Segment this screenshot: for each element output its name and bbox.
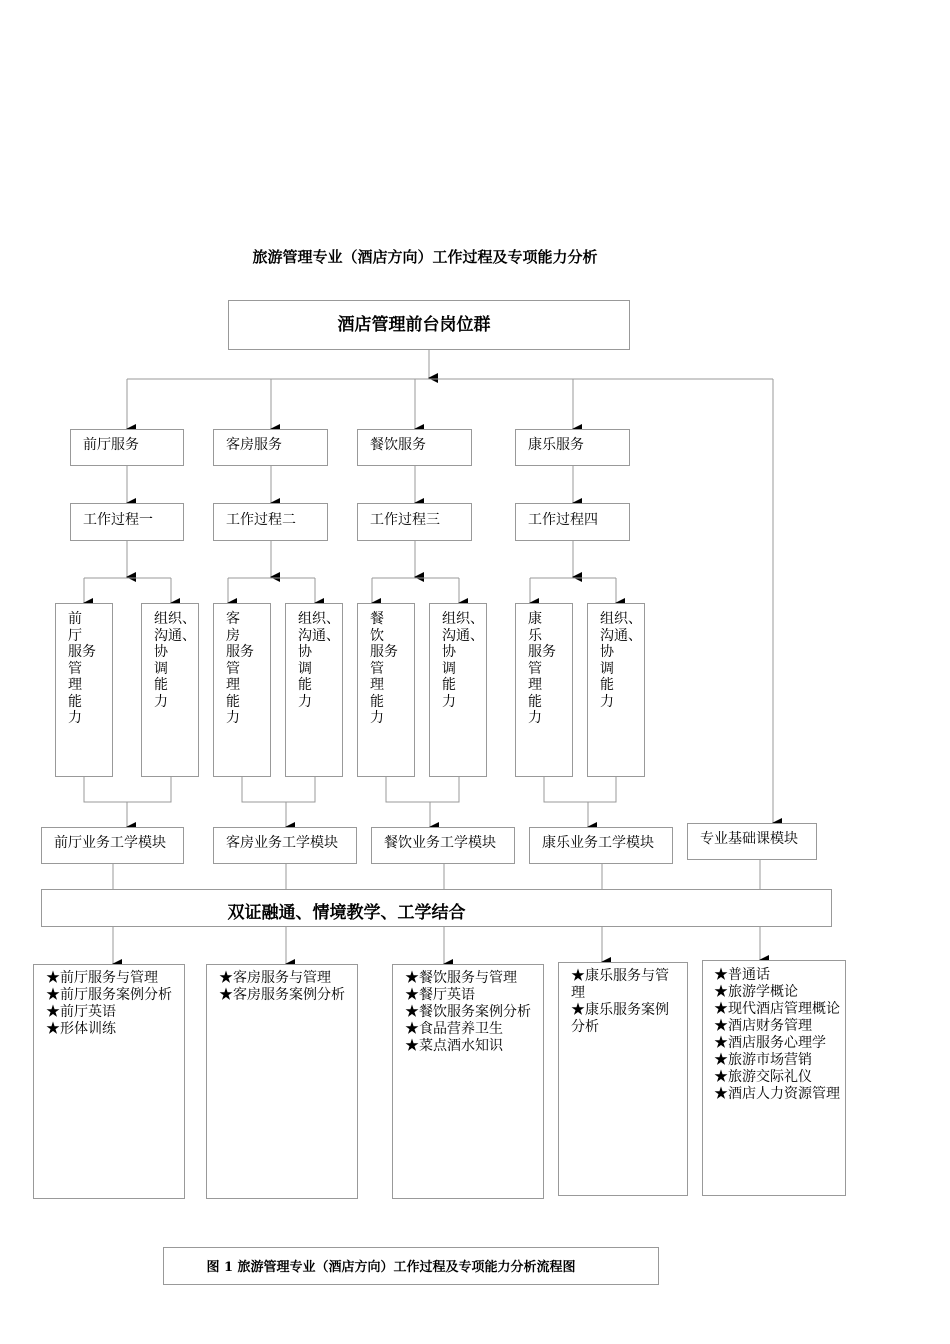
service-label-front-office: 前厅服务	[83, 437, 139, 453]
course-list-front-office	[46, 970, 178, 1038]
course-item: ★旅游市场营销	[714, 1052, 812, 1068]
course-item: ★现代酒店管理概论	[714, 1001, 840, 1017]
figure-caption: 图 1 旅游管理专业（酒店方向）工作过程及专项能力分析流程图	[206, 1260, 576, 1275]
service-label-recreation: 康乐服务	[528, 437, 584, 453]
course-item: ★酒店财务管理	[714, 1018, 812, 1034]
course-item: ★客房服务案例分析	[219, 987, 345, 1003]
ability-label-recreation-service: 康 乐 服务 管 理 能 力	[528, 611, 556, 726]
process-label-2: 工作过程二	[226, 512, 296, 528]
course-item: ★餐厅英语	[405, 987, 475, 1003]
process-label-3: 工作过程三	[370, 512, 440, 528]
course-item: ★前厅服务与管理	[46, 970, 158, 986]
course-item: ★康乐服务与管理	[571, 968, 669, 1001]
course-item: ★康乐服务案例分析	[571, 1002, 669, 1035]
process-label-1: 工作过程一	[83, 512, 153, 528]
course-item: ★食品营养卫生	[405, 1021, 503, 1037]
course-item: ★餐饮服务与管理	[405, 970, 517, 986]
course-item: ★旅游交际礼仪	[714, 1069, 812, 1085]
course-list-recreation	[571, 968, 681, 1036]
ability-label-food-beverage-service: 餐 饮 服务 管 理 能 力	[370, 611, 398, 726]
course-item: ★酒店人力资源管理	[714, 1086, 840, 1102]
ability-label-recreation-communication: 组织、 沟通、 协 调 能 力	[600, 611, 642, 710]
ability-label-front-office-communication: 组织、 沟通、 协 调 能 力	[154, 611, 196, 710]
ability-label-food-beverage-communication: 组织、 沟通、 协 调 能 力	[442, 611, 484, 710]
ability-label-front-office-service: 前 厅 服务 管 理 能 力	[68, 611, 96, 726]
module-label-recreation: 康乐业务工学模块	[542, 835, 654, 851]
course-item: ★普通话	[714, 967, 770, 983]
diagram-title: 旅游管理专业（酒店方向）工作过程及专项能力分析	[252, 248, 598, 266]
module-label-front-office: 前厅业务工学模块	[54, 835, 166, 851]
course-item: ★前厅服务案例分析	[46, 987, 172, 1003]
course-item: ★形体训练	[46, 1021, 116, 1037]
course-list-foundation	[714, 967, 840, 1103]
course-item: ★餐饮服务案例分析	[405, 1004, 531, 1020]
top-node-label: 酒店管理前台岗位群	[337, 315, 491, 335]
ability-label-housekeeping-service: 客 房 服务 管 理 能 力	[226, 611, 254, 726]
course-item: ★旅游学概论	[714, 984, 798, 1000]
module-label-housekeeping: 客房业务工学模块	[226, 835, 338, 851]
course-item: ★客房服务与管理	[219, 970, 331, 986]
module-label-foundation: 专业基础课模块	[700, 831, 798, 847]
course-list-housekeeping	[219, 970, 351, 1004]
course-item: ★酒店服务心理学	[714, 1035, 826, 1051]
course-list-food-beverage	[405, 970, 537, 1055]
module-label-food-beverage: 餐饮业务工学模块	[384, 835, 496, 851]
course-item: ★前厅英语	[46, 1004, 116, 1020]
ability-label-housekeeping-communication: 组织、 沟通、 协 调 能 力	[298, 611, 340, 710]
banner-label: 双证融通、情境教学、工学结合	[227, 903, 466, 923]
course-item: ★菜点酒水知识	[405, 1038, 503, 1054]
service-label-housekeeping: 客房服务	[226, 437, 282, 453]
process-label-4: 工作过程四	[528, 512, 598, 528]
service-label-food-beverage: 餐饮服务	[370, 437, 426, 453]
